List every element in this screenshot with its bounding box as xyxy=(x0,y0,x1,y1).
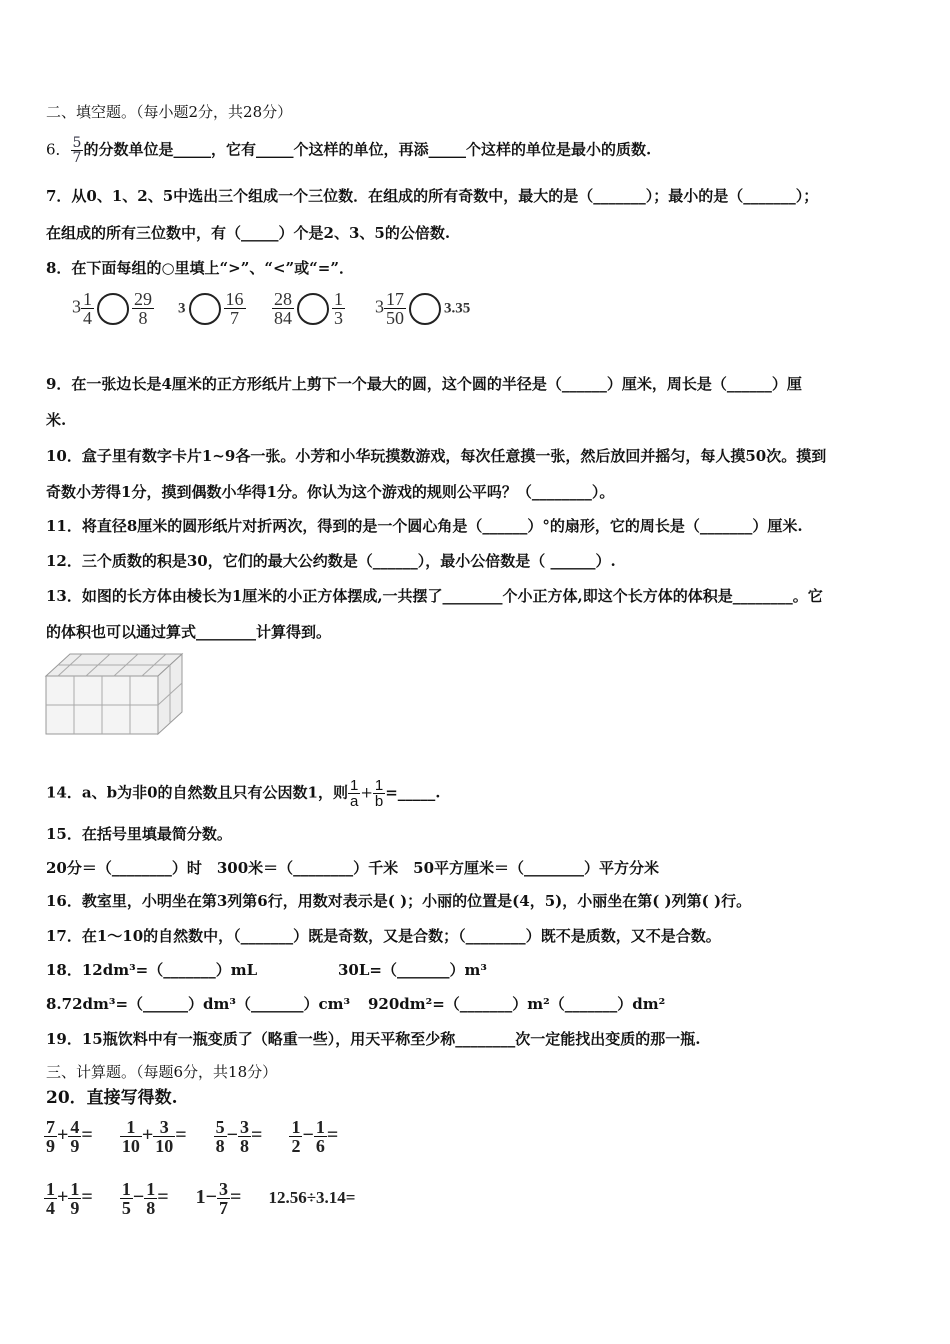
cuboid-figure xyxy=(44,652,184,736)
fraction xyxy=(224,290,246,327)
question-7-line-1: 7．从0、1、2、5中选出三个组成一个三位数．在组成的所有奇数中，最大的是（_______）；最小的是（_______）； xyxy=(46,187,819,205)
question-11: 11．将直径8厘米的圆形纸片对折两次，得到的是一个圆心角是（______）°的扇形，它的周长是（_______）厘米. xyxy=(46,517,803,535)
fraction xyxy=(120,1180,133,1217)
operator: + xyxy=(57,1186,69,1209)
equals-sign: = xyxy=(157,1186,169,1209)
numerator: 1 xyxy=(146,1179,156,1199)
section-heading-calculation: 三、计算题。（每题6分，共18分） xyxy=(46,1063,278,1081)
fraction xyxy=(132,290,154,327)
compare-item-3 xyxy=(272,290,345,327)
question-6 xyxy=(46,136,651,165)
denominator: 9 xyxy=(46,1136,55,1156)
numerator: 3 xyxy=(219,1179,229,1199)
numerator: 1 xyxy=(46,1179,55,1199)
compare-circle[interactable] xyxy=(297,293,329,325)
question-18-a: 18．12dm³=（_______）mL xyxy=(46,961,258,979)
numerator: 1 xyxy=(349,777,359,794)
fraction xyxy=(144,1180,157,1217)
equals-sign: = xyxy=(230,1186,242,1209)
denominator: 10 xyxy=(121,1136,140,1156)
question-14 xyxy=(46,778,441,809)
calc-row-1 xyxy=(44,1118,338,1155)
numerator: 1 xyxy=(315,1117,325,1137)
question-15-title: 15．在括号里填最简分数。 xyxy=(46,825,232,843)
numerator: 17 xyxy=(386,289,404,309)
plus-sign: + xyxy=(360,783,373,802)
numerator: 1 xyxy=(291,1117,301,1137)
whole-number: 3 xyxy=(178,300,186,317)
fraction xyxy=(217,1180,230,1217)
denominator: 4 xyxy=(83,308,92,328)
question-18-b: 30L=（_______）m³ xyxy=(338,961,487,979)
numerator: 1 xyxy=(70,1179,80,1199)
fraction xyxy=(68,1118,81,1155)
operator: − xyxy=(302,1124,314,1147)
question-7-line-2: 在组成的所有三位数中，有（_____）个是2、3、5的公倍数. xyxy=(46,224,451,242)
answer-blank: =_____. xyxy=(385,783,441,802)
calc-item xyxy=(120,1117,187,1156)
numerator: 16 xyxy=(225,289,244,309)
denominator: 8 xyxy=(146,1198,156,1218)
operator: + xyxy=(141,1124,154,1147)
compare-item-4 xyxy=(375,290,470,327)
equals-sign: = xyxy=(81,1124,93,1147)
numerator: 7 xyxy=(46,1117,55,1137)
whole-number: 3 xyxy=(375,296,384,317)
whole-number: 3 xyxy=(72,296,81,317)
operator: − xyxy=(226,1124,239,1147)
denominator: 50 xyxy=(386,308,404,328)
denominator: 8 xyxy=(132,308,154,327)
question-number: 6． xyxy=(46,140,71,159)
numerator: 3 xyxy=(159,1117,169,1137)
numerator: 1 xyxy=(334,289,343,309)
fraction-1-a xyxy=(348,778,360,809)
denominator: 8 xyxy=(215,1136,225,1156)
numerator: 1 xyxy=(83,289,92,309)
denominator: 4 xyxy=(46,1198,55,1218)
numerator: 29 xyxy=(134,289,152,309)
question-17: 17．在1～10的自然数中，（_______）既是奇数，又是合数；（________）既不是质数，又不是合数。 xyxy=(46,927,721,945)
fraction xyxy=(272,290,294,327)
denominator: 84 xyxy=(274,308,292,328)
operator: + xyxy=(57,1124,69,1147)
denominator: 10 xyxy=(155,1136,174,1156)
fraction-1-b xyxy=(373,778,385,809)
denominator: 7 xyxy=(224,308,246,327)
question-13-line-1: 13．如图的长方体由棱长为1厘米的小正方体摆成,一共摆了________个小正方体,即这个长方体的体积是________。它 xyxy=(46,587,823,605)
question-18-c: 8.72dm³=（______）dm³（_______）cm³ xyxy=(46,995,351,1013)
fraction xyxy=(44,1118,57,1155)
calc-item xyxy=(44,1179,93,1218)
question-20-title: 20．直接写得数. xyxy=(46,1088,178,1108)
equals-sign: = xyxy=(81,1186,93,1209)
denominator: 8 xyxy=(240,1136,250,1156)
denominator: 9 xyxy=(70,1136,80,1156)
denominator: a xyxy=(349,793,359,810)
fraction xyxy=(68,1180,81,1217)
denominator: 9 xyxy=(70,1198,80,1218)
numerator: 5 xyxy=(215,1117,225,1137)
fraction xyxy=(44,1180,57,1217)
question-10-line-1: 10．盒子里有数字卡片1~9各一张。小芳和小华玩摸数游戏，每次任意摸一张，然后放回并摇匀，每人摸50次。摸到 xyxy=(46,447,827,465)
numerator: 4 xyxy=(70,1117,80,1137)
fraction xyxy=(384,290,406,327)
calc-item xyxy=(195,1179,242,1218)
equals-sign: = xyxy=(251,1124,263,1147)
question-10-line-2: 奇数小芳得1分，摸到偶数小华得1分。你认为这个游戏的规则公平吗？（________）。 xyxy=(46,483,615,501)
section-heading-fill-in: 二、填空题。（每小题2分，共28分） xyxy=(46,103,293,121)
denominator: 7 xyxy=(72,150,82,166)
compare-item-2 xyxy=(178,290,246,327)
question-19: 19．15瓶饮料中有一瓶变质了（略重一些），用天平称至少称________次一定能找出变质的那一瓶. xyxy=(46,1030,701,1048)
question-9-line-1: 9．在一张边长是4厘米的正方形纸片上剪下一个最大的圆，这个圆的半径是（______）厘米，周长是（______）厘 xyxy=(46,375,802,393)
fraction-5-7 xyxy=(71,136,84,165)
numerator: 1 xyxy=(121,1179,131,1199)
question-13-line-2: 的体积也可以通过算式________计算得到。 xyxy=(46,623,332,641)
denominator: 3 xyxy=(334,308,343,328)
compare-item-1 xyxy=(72,290,154,327)
fraction xyxy=(314,1118,327,1155)
operator: − xyxy=(132,1186,145,1209)
question-text: 14．a、b为非0的自然数且只有公因数1，则 xyxy=(46,783,348,802)
compare-circle[interactable] xyxy=(189,293,221,325)
equals-sign: = xyxy=(326,1124,339,1147)
denominator: 6 xyxy=(315,1136,325,1156)
denominator: 7 xyxy=(219,1198,229,1218)
calc-item xyxy=(289,1117,339,1156)
fraction xyxy=(289,1118,302,1155)
fraction xyxy=(153,1118,175,1155)
numerator: 5 xyxy=(72,135,82,151)
calc-item xyxy=(44,1117,93,1156)
calc-item-decimal: 12.56÷3.14= xyxy=(268,1188,356,1208)
question-9-line-2: 米. xyxy=(46,411,67,429)
fraction xyxy=(238,1118,251,1155)
calc-row-2 xyxy=(44,1180,355,1217)
numerator: 28 xyxy=(274,289,292,309)
calc-item xyxy=(120,1179,169,1218)
fraction xyxy=(214,1118,227,1155)
question-16: 16．教室里，小明坐在第3列第6行，用数对表示是( )；小丽的位置是(4，5)，小丽坐在第( )列第( )行。 xyxy=(46,892,752,910)
question-text: 的分数单位是_____，它有_____个这样的单位，再添_____个这样的单位是最小的质数. xyxy=(83,140,652,159)
question-12: 12．三个质数的积是30，它们的最大公约数是（______），最小公倍数是（ ______）. xyxy=(46,552,616,570)
numerator: 3 xyxy=(240,1117,250,1137)
fraction xyxy=(332,290,345,327)
denominator: 5 xyxy=(121,1198,131,1218)
fraction xyxy=(81,290,94,327)
denominator: b xyxy=(374,793,384,810)
denominator: 2 xyxy=(291,1136,301,1156)
numerator: 1 xyxy=(126,1117,136,1137)
numerator: 1 xyxy=(374,777,384,794)
fraction xyxy=(120,1118,142,1155)
question-18-d: 920dm²=（_______）m²（_______）dm² xyxy=(368,995,666,1013)
compare-circle[interactable] xyxy=(409,293,441,325)
equals-sign: = xyxy=(175,1124,187,1147)
decimal-number: 3.35 xyxy=(444,300,471,317)
calc-item xyxy=(214,1117,263,1156)
whole-minus: 1− xyxy=(195,1186,218,1209)
question-8: 8．在下面每组的○里填上“>”、“<”或“=”． xyxy=(46,259,354,277)
question-15-line: 20分＝（________）时 300米＝（________）千米 50平方厘米＝（________）平方分米 xyxy=(46,859,660,877)
compare-circle[interactable] xyxy=(97,293,129,325)
